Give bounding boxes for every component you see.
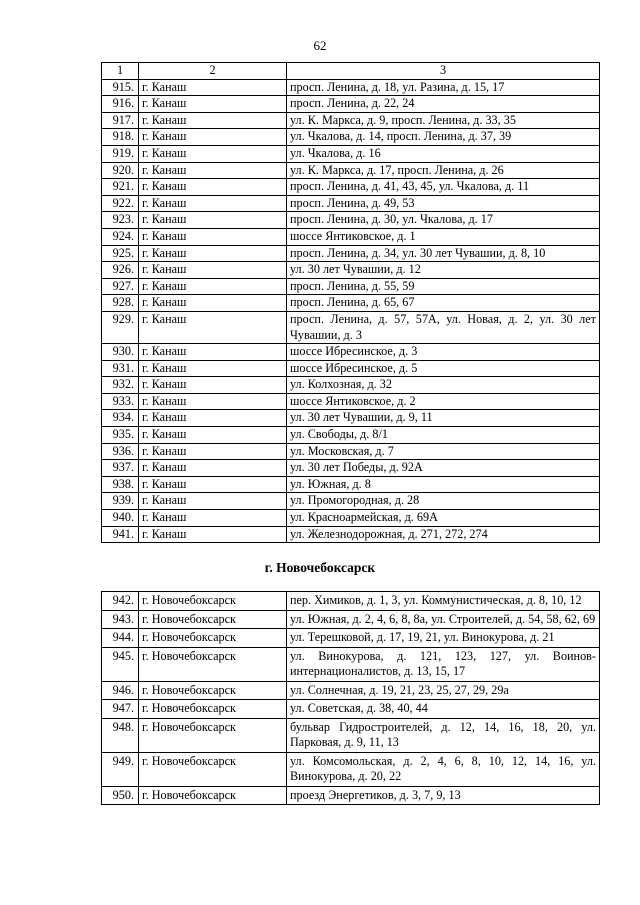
table-row: [102, 79, 600, 96]
row-address: ул. Советская, д. 38, 40, 44: [287, 700, 600, 719]
row-address: ул. Комсомольская, д. 2, 4, 6, 8, 10, 12, 14, 16, ул. Винокурова, д. 20, 22: [287, 752, 600, 786]
table-row: [102, 786, 600, 805]
row-address: просп. Ленина, д. 34, ул. 30 лет Чувашии, д. 8, 10: [287, 245, 600, 262]
table-row: [102, 195, 600, 212]
table-row: [102, 427, 600, 444]
novocheboksarsk-address-table: [101, 591, 600, 805]
table-row: [102, 393, 600, 410]
table-row: [102, 629, 600, 648]
row-city: г. Новочебоксарск: [139, 629, 287, 648]
row-city: г. Новочебоксарск: [139, 610, 287, 629]
column-number-row: [102, 63, 600, 80]
row-address: шоссе Янтиковское, д. 2: [287, 393, 600, 410]
table-row: [102, 476, 600, 493]
row-number: 926.: [102, 262, 139, 279]
table-row: [102, 700, 600, 719]
row-city: г. Новочебоксарск: [139, 647, 287, 681]
kanash-table-body: [102, 63, 600, 543]
table-row: [102, 262, 600, 279]
table-row: [102, 295, 600, 312]
row-number: 925.: [102, 245, 139, 262]
row-address: ул. Чкалова, д. 16: [287, 145, 600, 162]
row-address: ул. К. Маркса, д. 9, просп. Ленина, д. 33, 35: [287, 112, 600, 129]
row-number: 938.: [102, 476, 139, 493]
row-number: 943.: [102, 610, 139, 629]
row-address: шоссе Ибресинское, д. 5: [287, 360, 600, 377]
row-city: г. Канаш: [139, 212, 287, 229]
table-row: [102, 179, 600, 196]
row-address: просп. Ленина, д. 65, 67: [287, 295, 600, 312]
table-row: [102, 162, 600, 179]
row-city: г. Канаш: [139, 344, 287, 361]
table-row: [102, 510, 600, 527]
row-address: ул. Московская, д. 7: [287, 443, 600, 460]
table-row: [102, 752, 600, 786]
row-number: 948.: [102, 718, 139, 752]
table-row: [102, 129, 600, 146]
row-city: г. Новочебоксарск: [139, 592, 287, 611]
row-address: ул. Промогородная, д. 28: [287, 493, 600, 510]
row-city: г. Канаш: [139, 96, 287, 113]
row-city: г. Новочебоксарск: [139, 700, 287, 719]
row-number: 929.: [102, 311, 139, 343]
table-row: [102, 112, 600, 129]
row-city: г. Канаш: [139, 145, 287, 162]
row-city: г. Канаш: [139, 79, 287, 96]
row-city: г. Канаш: [139, 228, 287, 245]
row-city: г. Канаш: [139, 129, 287, 146]
row-address: ул. Южная, д. 8: [287, 476, 600, 493]
column-number-1: 1: [102, 63, 139, 80]
row-address: ул. Терешковой, д. 17, 19, 21, ул. Винокурова, д. 21: [287, 629, 600, 648]
row-city: г. Новочебоксарск: [139, 786, 287, 805]
row-city: г. Канаш: [139, 195, 287, 212]
row-address: шоссе Янтиковское, д. 1: [287, 228, 600, 245]
table-row: [102, 718, 600, 752]
kanash-address-table: [101, 62, 600, 543]
column-number-3: 3: [287, 63, 600, 80]
table-row: [102, 245, 600, 262]
row-number: 918.: [102, 129, 139, 146]
row-number: 923.: [102, 212, 139, 229]
row-address: ул. Свободы, д. 8/1: [287, 427, 600, 444]
row-city: г. Канаш: [139, 245, 287, 262]
row-address: бульвар Гидростроителей, д. 12, 14, 16, 18, 20, ул. Парковая, д. 9, 11, 13: [287, 718, 600, 752]
row-address: просп. Ленина, д. 22, 24: [287, 96, 600, 113]
row-number: 945.: [102, 647, 139, 681]
row-address: ул. Южная, д. 2, 4, 6, 8, 8а, ул. Строителей, д. 54, 58, 62, 69: [287, 610, 600, 629]
row-number: 928.: [102, 295, 139, 312]
row-city: г. Канаш: [139, 179, 287, 196]
row-city: г. Канаш: [139, 460, 287, 477]
row-address: просп. Ленина, д. 57, 57А, ул. Новая, д. 2, ул. 30 лет Чувашии, д. 3: [287, 311, 600, 343]
table-row: [102, 228, 600, 245]
row-number: 924.: [102, 228, 139, 245]
table-row: [102, 493, 600, 510]
row-number: 919.: [102, 145, 139, 162]
row-city: г. Канаш: [139, 162, 287, 179]
table-row: [102, 592, 600, 611]
row-number: 922.: [102, 195, 139, 212]
table-row: [102, 460, 600, 477]
table-row: [102, 96, 600, 113]
table-row: [102, 410, 600, 427]
row-address: шоссе Ибресинское, д. 3: [287, 344, 600, 361]
row-number: 950.: [102, 786, 139, 805]
row-city: г. Новочебоксарск: [139, 681, 287, 700]
row-number: 940.: [102, 510, 139, 527]
row-address: проезд Энергетиков, д. 3, 7, 9, 13: [287, 786, 600, 805]
row-city: г. Канаш: [139, 112, 287, 129]
row-number: 921.: [102, 179, 139, 196]
section-title-novocheboksarsk: г. Новочебоксарск: [264, 560, 376, 575]
row-address: ул. 30 лет Чувашии, д. 9, 11: [287, 410, 600, 427]
table-row: [102, 443, 600, 460]
table-row: [102, 610, 600, 629]
row-number: 947.: [102, 700, 139, 719]
row-number: 946.: [102, 681, 139, 700]
row-city: г. Канаш: [139, 295, 287, 312]
row-city: г. Канаш: [139, 476, 287, 493]
row-number: 942.: [102, 592, 139, 611]
row-number: 927.: [102, 278, 139, 295]
table-row: [102, 526, 600, 543]
row-address: просп. Ленина, д. 49, 53: [287, 195, 600, 212]
row-number: 934.: [102, 410, 139, 427]
row-number: 916.: [102, 96, 139, 113]
row-address: ул. Железнодорожная, д. 271, 272, 274: [287, 526, 600, 543]
row-address: ул. 30 лет Чувашии, д. 12: [287, 262, 600, 279]
row-city: г. Канаш: [139, 377, 287, 394]
row-address: ул. Колхозная, д. 32: [287, 377, 600, 394]
row-address: ул. К. Маркса, д. 17, просп. Ленина, д. 26: [287, 162, 600, 179]
row-address: пер. Химиков, д. 1, 3, ул. Коммунистическая, д. 8, 10, 12: [287, 592, 600, 611]
row-address: ул. Чкалова, д. 14, просп. Ленина, д. 37, 39: [287, 129, 600, 146]
row-city: г. Канаш: [139, 427, 287, 444]
row-number: 941.: [102, 526, 139, 543]
row-number: 930.: [102, 344, 139, 361]
table-row: [102, 647, 600, 681]
page-number: 62: [313, 38, 327, 53]
table-row: [102, 278, 600, 295]
row-address: ул. 30 лет Победы, д. 92А: [287, 460, 600, 477]
table-row: [102, 145, 600, 162]
row-city: г. Канаш: [139, 360, 287, 377]
row-address: ул. Солнечная, д. 19, 21, 23, 25, 27, 29, 29а: [287, 681, 600, 700]
table-row: [102, 311, 600, 343]
row-city: г. Новочебоксарск: [139, 718, 287, 752]
row-number: 933.: [102, 393, 139, 410]
row-address: просп. Ленина, д. 30, ул. Чкалова, д. 17: [287, 212, 600, 229]
row-city: г. Канаш: [139, 311, 287, 343]
row-number: 932.: [102, 377, 139, 394]
row-number: 944.: [102, 629, 139, 648]
row-city: г. Канаш: [139, 262, 287, 279]
row-number: 937.: [102, 460, 139, 477]
table-row: [102, 360, 600, 377]
row-city: г. Канаш: [139, 410, 287, 427]
row-number: 949.: [102, 752, 139, 786]
row-number: 915.: [102, 79, 139, 96]
row-address: просп. Ленина, д. 41, 43, 45, ул. Чкалова, д. 11: [287, 179, 600, 196]
row-city: г. Канаш: [139, 393, 287, 410]
row-address: ул. Винокурова, д. 121, 123, 127, ул. Воинов-интернационалистов, д. 13, 15, 17: [287, 647, 600, 681]
row-address: просп. Ленина, д. 18, ул. Разина, д. 15, 17: [287, 79, 600, 96]
row-number: 935.: [102, 427, 139, 444]
row-city: г. Канаш: [139, 510, 287, 527]
row-city: г. Новочебоксарск: [139, 752, 287, 786]
row-number: 917.: [102, 112, 139, 129]
row-city: г. Канаш: [139, 493, 287, 510]
row-number: 936.: [102, 443, 139, 460]
table-row: [102, 681, 600, 700]
row-number: 939.: [102, 493, 139, 510]
row-number: 931.: [102, 360, 139, 377]
row-city: г. Канаш: [139, 278, 287, 295]
row-city: г. Канаш: [139, 526, 287, 543]
table-row: [102, 377, 600, 394]
row-address: просп. Ленина, д. 55, 59: [287, 278, 600, 295]
row-number: 920.: [102, 162, 139, 179]
table-row: [102, 344, 600, 361]
row-city: г. Канаш: [139, 443, 287, 460]
column-number-2: 2: [139, 63, 287, 80]
novocheboksarsk-table-body: [102, 592, 600, 805]
table-row: [102, 212, 600, 229]
row-address: ул. Красноармейская, д. 69А: [287, 510, 600, 527]
